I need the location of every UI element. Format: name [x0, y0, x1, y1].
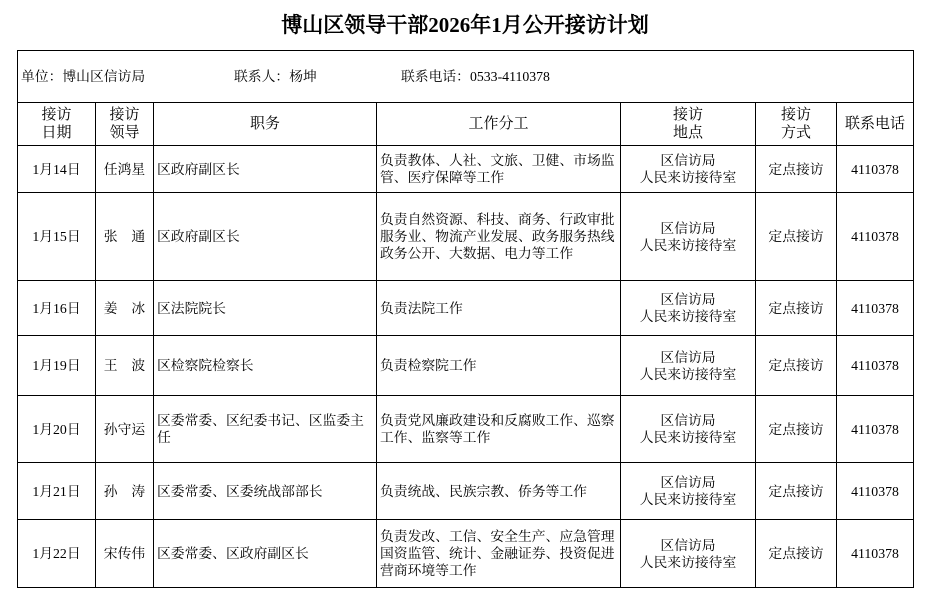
- visit-date-cell: 1月15日: [18, 193, 96, 281]
- visit-date-cell: 1月20日: [18, 396, 96, 463]
- table-header-row: [18, 103, 914, 146]
- info-bar: [21, 68, 910, 85]
- table-row: [18, 520, 914, 588]
- leader-name-cell: 宋传伟: [96, 520, 154, 588]
- visit-method-cell: 定点接访: [756, 463, 837, 520]
- table-row: [18, 336, 914, 396]
- document-title: 博山区领导干部2026年1月公开接访计划: [281, 13, 649, 37]
- location-cell: 区信访局 人民来访接待室: [621, 463, 756, 520]
- location-cell: 区信访局 人民来访接待室: [621, 396, 756, 463]
- visit-method-cell: 定点接访: [756, 193, 837, 281]
- phone-info: [401, 68, 550, 85]
- contact-phone-cell: 4110378: [837, 336, 914, 396]
- leader-name-cell: 孙守运: [96, 396, 154, 463]
- contact-info: [234, 68, 401, 85]
- duties-cell: 负责统战、民族宗教、侨务等工作: [377, 463, 621, 520]
- contact-phone-cell: 4110378: [837, 281, 914, 336]
- unit-info: [21, 68, 234, 85]
- position-cell: 区法院院长: [154, 281, 377, 336]
- location-cell: 区信访局 人民来访接待室: [621, 281, 756, 336]
- visit-date-cell: 1月22日: [18, 520, 96, 588]
- position-cell: 区委常委、区政府副区长: [154, 520, 377, 588]
- leader-name-cell: 王 波: [96, 336, 154, 396]
- position-cell: 区委常委、区委统战部部长: [154, 463, 377, 520]
- location-cell: 区信访局 人民来访接待室: [621, 520, 756, 588]
- header-contact-phone: 联系电话: [837, 103, 914, 146]
- table-row: [18, 193, 914, 281]
- table-row: [18, 146, 914, 193]
- position-cell: 区政府副区长: [154, 146, 377, 193]
- location-cell: 区信访局 人民来访接待室: [621, 336, 756, 396]
- visit-date-cell: 1月16日: [18, 281, 96, 336]
- header-duties: 工作分工: [377, 103, 621, 146]
- phone-label: 联系电话：: [401, 69, 470, 84]
- unit-label: 单位：: [21, 69, 63, 84]
- location-cell: 区信访局 人民来访接待室: [621, 193, 756, 281]
- unit-value: 博山区信访局: [62, 69, 146, 84]
- header-location: 接访 地点: [621, 103, 756, 146]
- contact-phone-cell: 4110378: [837, 193, 914, 281]
- contact-phone-cell: 4110378: [837, 520, 914, 588]
- visit-date-cell: 1月21日: [18, 463, 96, 520]
- visit-method-cell: 定点接访: [756, 336, 837, 396]
- duties-cell: 负责检察院工作: [377, 336, 621, 396]
- info-row: [18, 51, 914, 103]
- duties-cell: 负责法院工作: [377, 281, 621, 336]
- header-visit-method: 接访 方式: [756, 103, 837, 146]
- schedule-table-body: [18, 51, 914, 588]
- visit-method-cell: 定点接访: [756, 396, 837, 463]
- table-row: [18, 396, 914, 463]
- position-cell: 区检察院检察长: [154, 336, 377, 396]
- visit-date-cell: 1月19日: [18, 336, 96, 396]
- position-cell: 区政府副区长: [154, 193, 377, 281]
- header-visit-date: 接访 日期: [18, 103, 96, 146]
- contact-phone-cell: 4110378: [837, 463, 914, 520]
- visit-method-cell: 定点接访: [756, 520, 837, 588]
- table-row: [18, 281, 914, 336]
- location-cell: 区信访局 人民来访接待室: [621, 146, 756, 193]
- contact-value: 杨坤: [289, 69, 317, 84]
- contact-label: 联系人：: [234, 69, 290, 84]
- leader-name-cell: 张 通: [96, 193, 154, 281]
- info-cell: [18, 51, 914, 103]
- leader-name-cell: 孙 涛: [96, 463, 154, 520]
- visit-method-cell: 定点接访: [756, 281, 837, 336]
- leader-name-cell: 任鸿星: [96, 146, 154, 193]
- position-cell: 区委常委、区纪委书记、区监委主任: [154, 396, 377, 463]
- header-position: 职务: [154, 103, 377, 146]
- duties-cell: 负责教体、人社、文旅、卫健、市场监管、医疗保障等工作: [377, 146, 621, 193]
- visit-schedule-table: [17, 50, 914, 588]
- header-leader: 接访 领导: [96, 103, 154, 146]
- duties-cell: 负责发改、工信、安全生产、应急管理国资监管、统计、金融证券、投资促进营商环境等工作: [377, 520, 621, 588]
- phone-value: 0533-4110378: [469, 69, 550, 84]
- duties-cell: 负责党风廉政建设和反腐败工作、巡察工作、监察等工作: [377, 396, 621, 463]
- leader-name-cell: 姜 冰: [96, 281, 154, 336]
- contact-phone-cell: 4110378: [837, 146, 914, 193]
- table-row: [18, 463, 914, 520]
- visit-method-cell: 定点接访: [756, 146, 837, 193]
- visit-date-cell: 1月14日: [18, 146, 96, 193]
- duties-cell: 负责自然资源、科技、商务、行政审批服务业、物流产业发展、政务服务热线政务公开、大数据、电力等工作: [377, 193, 621, 281]
- contact-phone-cell: 4110378: [837, 396, 914, 463]
